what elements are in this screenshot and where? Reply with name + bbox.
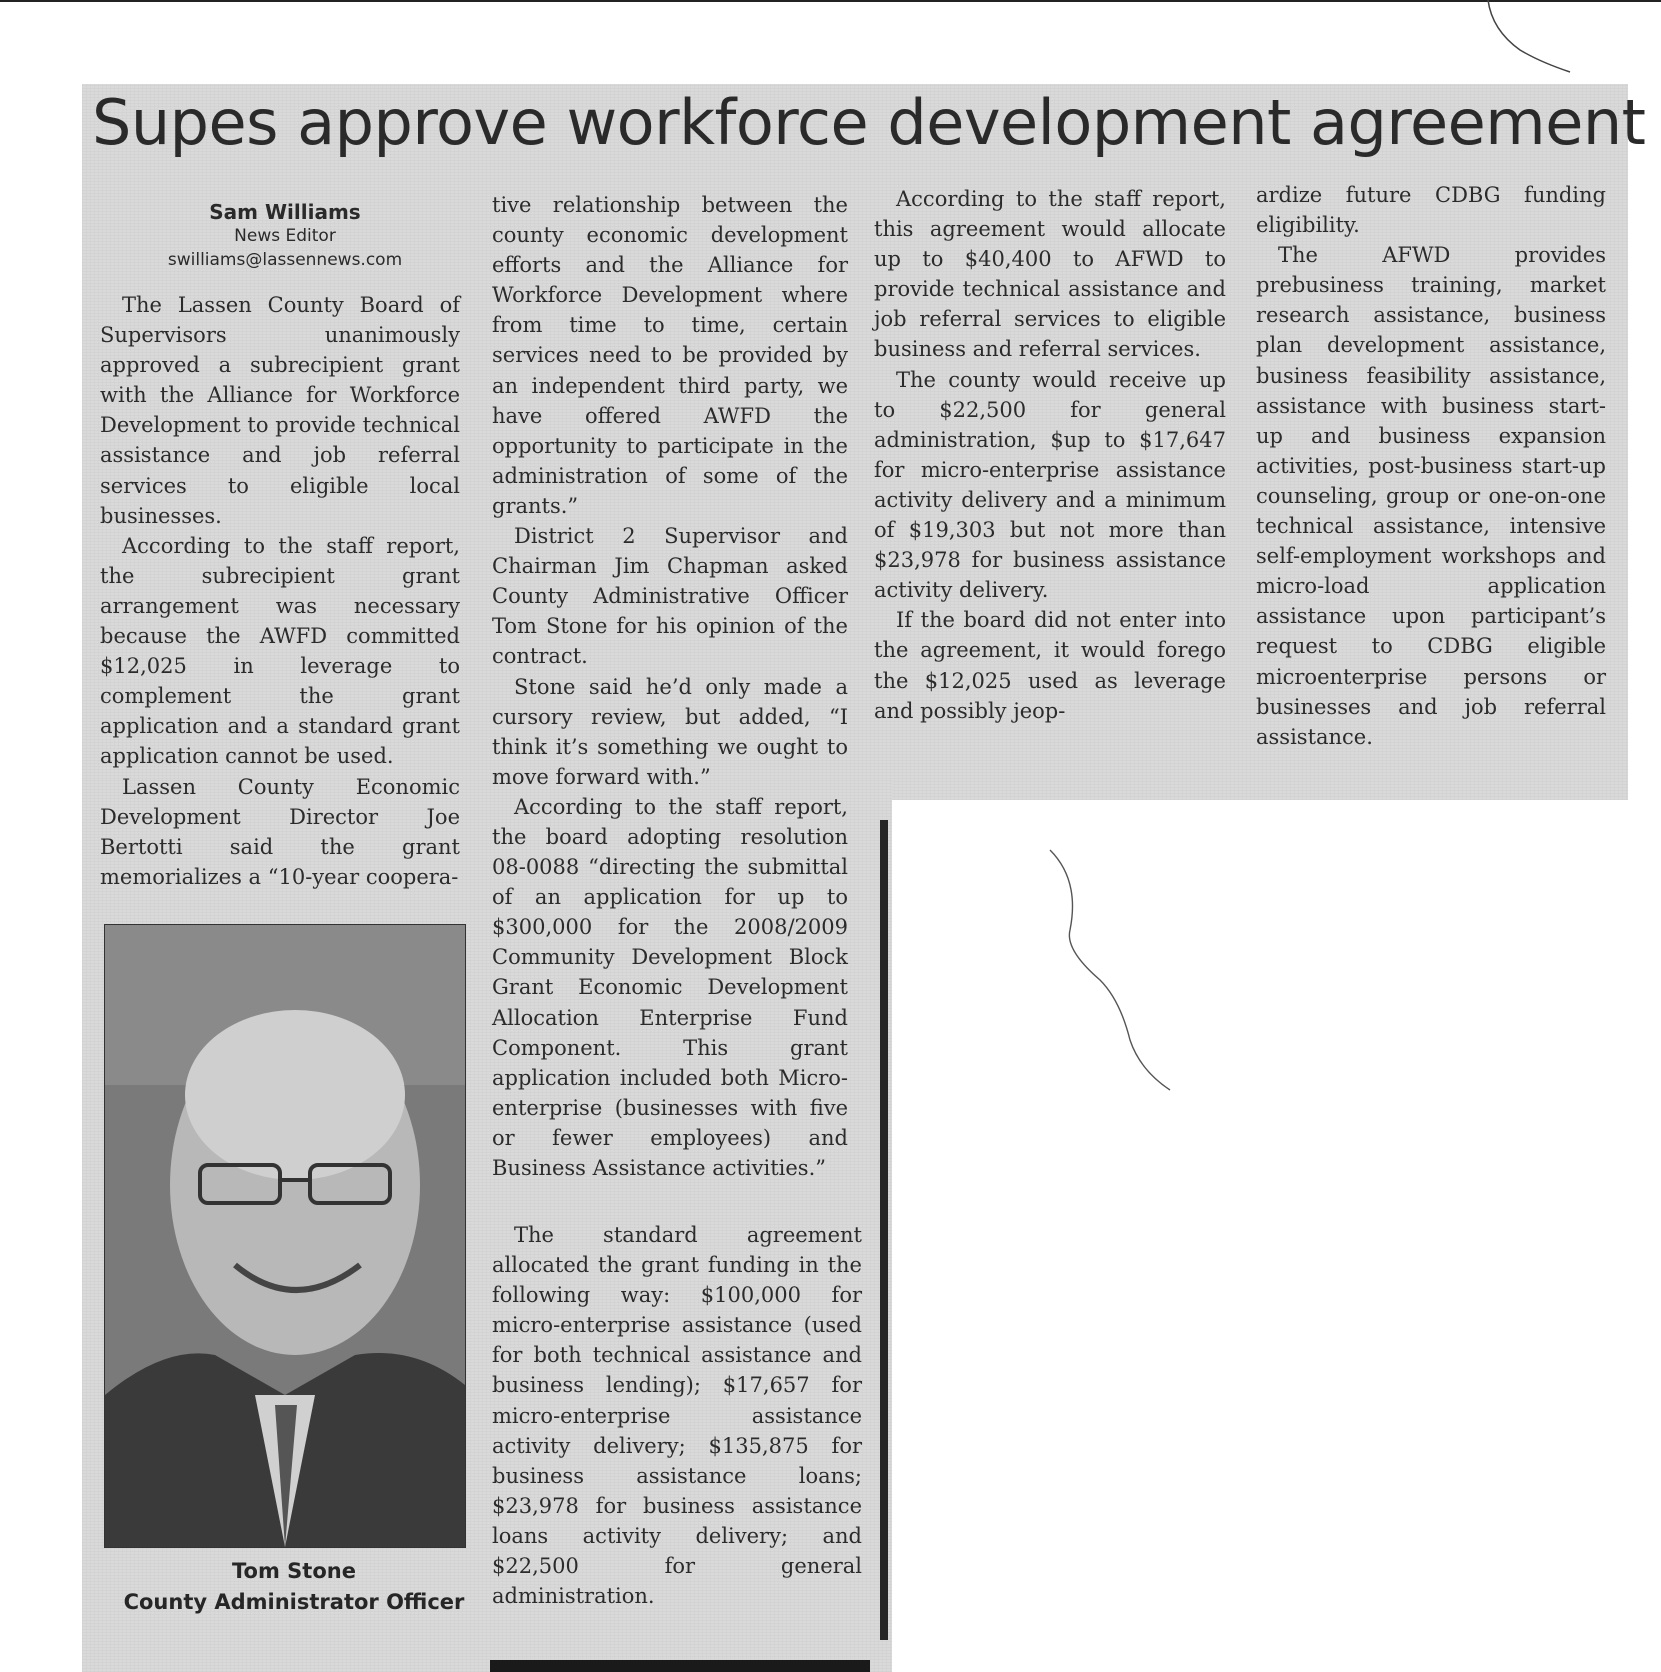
paragraph: Lassen County Economic Development Director Joe Bertotti said the grant memorializes a “10-year coopera-: [100, 774, 460, 889]
author-email: swilliams@lassennews.com: [167, 249, 403, 270]
paragraph: According to the staff report, this agreement would allocate up to $40,400 to AFWD to provide technical assistance and job referral services to eligible business and referral services.: [874, 187, 1226, 362]
photo-caption: [104, 1556, 484, 1618]
paragraph: The AFWD provides prebusiness training, market research assistance, business plan development assistance, business feasibility assistance, assistance with business start-up and business expansion activities, post-business start-up counseling, group or one-on-one technical assistance, intensive self-employment workshops and micro-load application assistance upon participant’s request to CDBG eligible microenterprise persons or businesses and job referral assistance.: [1256, 243, 1606, 749]
paragraph: According to the staff report, the subrecipient grant arrangement was necessary because the AWFD committed $12,025 in leverage to complement the grant application and a standard grant application cannot be used.: [100, 533, 460, 769]
portrait-photo: [104, 924, 466, 1548]
article-column-2: [492, 190, 848, 1183]
caption-name: Tom Stone: [232, 1559, 356, 1583]
pen-mark: [1480, 0, 1580, 80]
author-title: News Editor: [234, 226, 336, 246]
paragraph: tive relationship between the county economic development efforts and the Alliance for Workforce Development where from time to time, certain services need to be provided by an independent third party, we have offered AWFD the opportunity to participate in the administration of some of the grants.”: [492, 193, 848, 518]
author-name: Sam Williams: [209, 200, 361, 224]
paragraph: District 2 Supervisor and Chairman Jim Chapman asked County Administrative Officer Tom Stone for his opinion of the contract.: [492, 524, 848, 669]
article-column-3: [874, 184, 1226, 726]
caption-role: County Administrator Officer: [123, 1590, 465, 1614]
pen-mark: [1040, 840, 1180, 1100]
paragraph: ardize future CDBG funding eligibility.: [1256, 183, 1606, 238]
paragraph: The county would receive up to $22,500 for general administration, $up to $17,647 for micro-enterprise assistance activity delivery and a minimum of $19,303 but not more than $23,978 for business assistance activity delivery.: [874, 367, 1226, 603]
paragraph: If the board did not enter into the agreement, it would forego the $12,025 used as leverage and possibly jeop-: [874, 608, 1226, 723]
byline: [100, 200, 470, 273]
paragraph: The Lassen County Board of Supervisors unanimously approved a subrecipient grant with the Alliance for Workforce Development to provide technical assistance and job referral services to eligible local businesses.: [100, 293, 460, 528]
paragraph: According to the staff report, the board adopting resolution 08-0088 “directing the submittal of an application for up to $300,000 for the 2008/2009 Community Development Block Grant Economic Development Allocation Enterprise Fund Component. This grant application included both Micro-enterprise (businesses with five or fewer employees) and Business Assistance activities.”: [492, 794, 848, 1180]
bottom-rule: [490, 1660, 870, 1672]
column-rule: [880, 820, 888, 1640]
portrait-illustration: [105, 925, 465, 1547]
scan-edge: [0, 0, 1661, 2]
article-column-4: [1256, 180, 1606, 752]
paragraph: Stone said he’d only made a cursory review, but added, “I think it’s something we ought to move forward with.”: [492, 674, 848, 789]
article-headline: Supes approve workforce development agreement: [92, 86, 1646, 159]
article-column-2-continued: [492, 1220, 862, 1611]
article-column-1: [100, 290, 460, 892]
paragraph: The standard agreement allocated the grant funding in the following way: $100,000 for micro-enterprise assistance (used for both technical assistance and business lending); $17,657 for micro-enterprise assistance activity delivery; $135,875 for business assistance loans; $23,978 for business assistance loans activity delivery; and $22,500 for general administration.: [492, 1223, 862, 1609]
